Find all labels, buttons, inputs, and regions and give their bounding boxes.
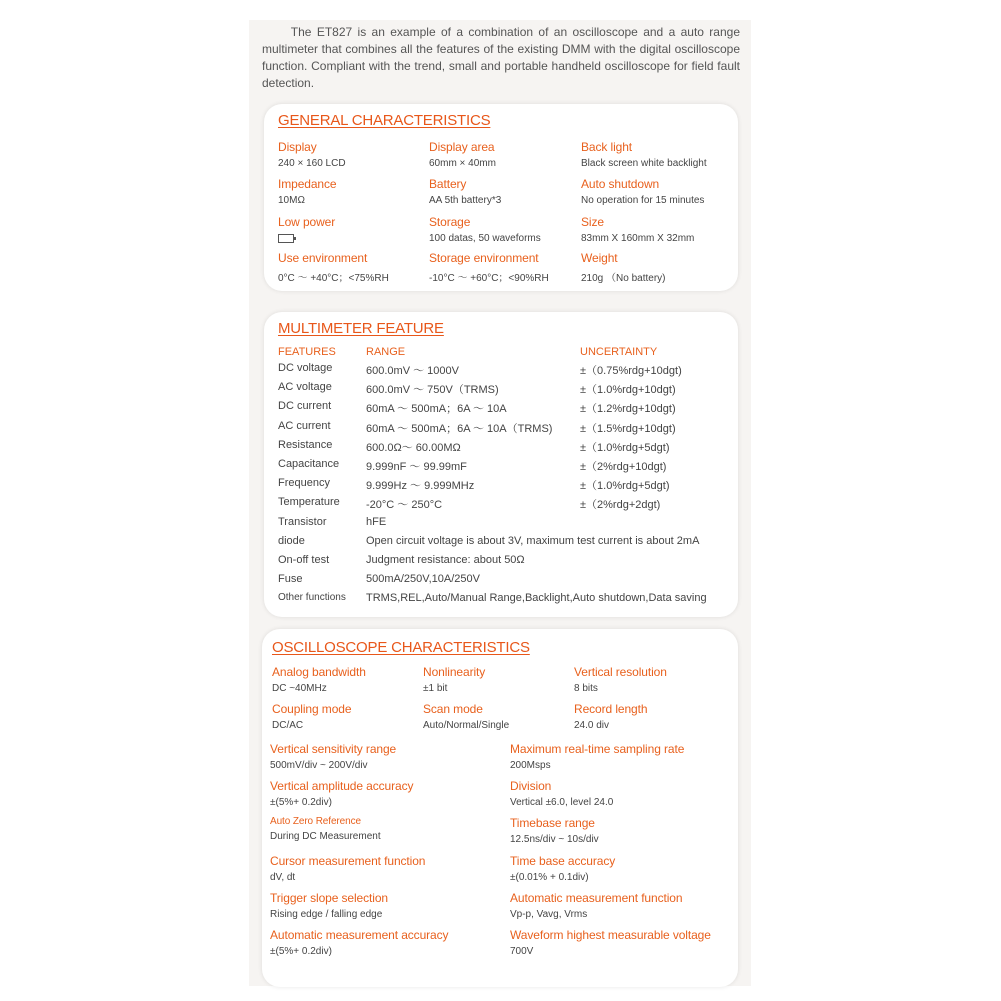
table-row — [264, 420, 738, 439]
row-feature: diode — [278, 534, 305, 547]
osc-spec-value: 12.5ns/div ~ 10s/div — [510, 834, 599, 846]
header-range: RANGE — [366, 346, 406, 358]
row-feature: Temperature — [278, 496, 340, 509]
general-characteristics-card — [264, 104, 738, 291]
row-uncertainty: ±（1.2%rdg+10dgt) — [580, 403, 676, 416]
row-feature: On-off test — [278, 554, 330, 566]
spec-storage: Storage 100 datas, 50 waveforms — [429, 215, 541, 244]
table-row — [264, 516, 738, 535]
row-range: 9.999Hz ～ 9.999MHz — [366, 480, 475, 493]
header-uncertainty: UNCERTAINTY — [580, 346, 658, 358]
osc-spec-label: Automatic measurement accuracy — [270, 928, 449, 942]
osc-spec-item — [510, 928, 711, 957]
osc-scan-mode: Scan mode Auto/Normal/Single — [423, 702, 510, 731]
osc-spec-item — [270, 928, 448, 957]
table-row — [264, 400, 738, 419]
osc-spec-item — [510, 854, 615, 883]
osc-analog-bandwidth: Analog bandwidth DC ~40MHz — [272, 665, 366, 694]
osc-spec-value: ±(0.01% + 0.1div) — [510, 871, 589, 883]
general-characteristics-title: GENERAL CHARACTERISTICS — [278, 112, 491, 129]
osc-spec-item — [270, 816, 381, 842]
spec-low-power: Low power — [278, 215, 335, 245]
osc-spec-label: Timebase range — [510, 816, 595, 831]
row-uncertainty: ±（2%rdg+2dgt) — [580, 499, 661, 512]
spec-back-light: Back light Black screen white backlight — [581, 140, 707, 169]
header-features: FEATURES — [278, 346, 336, 358]
table-row — [264, 362, 738, 381]
osc-spec-label: Automatic measurement function — [510, 890, 683, 905]
oscilloscope-characteristics-title: OSCILLOSCOPE CHARACTERISTICS — [272, 639, 530, 656]
table-row — [264, 381, 738, 400]
table-row — [264, 554, 738, 573]
osc-spec-value: During DC Measurement — [270, 831, 381, 843]
osc-coupling-mode: Coupling mode DC/AC — [272, 702, 352, 731]
spec-weight: Weight 210g （No battery) — [581, 251, 666, 284]
row-range: 600.0Ω～ 60.00MΩ — [366, 441, 461, 454]
osc-spec-label: Maximum real-time sampling rate — [510, 742, 685, 756]
row-range: TRMS,REL,Auto/Manual Range,Backlight,Auto shutdown,Data saving — [366, 592, 707, 605]
osc-spec-value: 200Msps — [510, 760, 551, 771]
osc-spec-item — [270, 779, 413, 808]
osc-spec-value: Rising edge / falling edge — [270, 908, 383, 920]
row-range: Judgment resistance: about 50Ω — [366, 554, 525, 566]
spec-use-environment: Use environment 0°C ～ +40°C；<75%RH — [278, 251, 389, 284]
row-feature: AC current — [278, 419, 331, 432]
osc-spec-value: 500mV/div ~ 200V/div — [270, 760, 368, 771]
row-feature: Transistor — [278, 515, 327, 528]
osc-vertical-resolution: Vertical resolution 8 bits — [574, 665, 667, 694]
row-range: 600.0mV ～ 750V（TRMS) — [366, 384, 499, 397]
row-range: 600.0mV ～ 1000V — [366, 365, 459, 377]
row-feature: DC voltage — [278, 362, 333, 374]
osc-spec-label: Waveform highest measurable voltage — [510, 928, 711, 942]
osc-spec-label: Time base accuracy — [510, 853, 616, 868]
multimeter-feature-title: MULTIMETER FEATURE — [278, 320, 444, 337]
row-feature: Fuse — [278, 573, 303, 586]
row-range: hFE — [366, 515, 387, 528]
row-feature: Frequency — [278, 477, 330, 490]
osc-spec-item — [510, 891, 682, 920]
osc-spec-label: Auto Zero Reference — [270, 816, 361, 828]
spec-display-area: Display area 60mm × 40mm — [429, 140, 496, 169]
table-row — [264, 477, 738, 496]
row-range: Open circuit voltage is about 3V, maximum test current is about 2mA — [366, 534, 700, 547]
row-uncertainty: ±（1.0%rdg+5dgt) — [580, 480, 670, 493]
row-uncertainty: ±（2%rdg+10dgt) — [580, 461, 667, 473]
table-row — [264, 496, 738, 515]
osc-record-length: Record length 24.0 div — [574, 702, 648, 731]
osc-spec-value: 700V — [510, 946, 534, 957]
osc-spec-item — [510, 779, 613, 808]
battery-icon — [278, 234, 294, 243]
row-uncertainty: ±（1.5%rdg+10dgt) — [580, 422, 676, 435]
table-row — [264, 535, 738, 554]
table-row — [264, 592, 738, 611]
osc-spec-value: ±(5%+ 0.2div) — [270, 797, 332, 809]
osc-spec-value: Vp-p, Vavg, Vrms — [510, 908, 588, 920]
spec-storage-environment: Storage environment -10°C ～ +60°C；<90%RH — [429, 251, 549, 284]
spec-battery: Battery AA 5th battery*3 — [429, 177, 502, 206]
row-feature: DC current — [278, 400, 332, 413]
table-row — [264, 458, 738, 477]
row-uncertainty: ±（0.75%rdg+10dgt) — [580, 365, 682, 377]
osc-spec-label: Vertical sensitivity range — [270, 742, 397, 756]
osc-spec-label: Vertical amplitude accuracy — [270, 779, 414, 794]
row-feature: Capacitance — [278, 458, 340, 470]
osc-spec-label: Division — [510, 779, 552, 794]
table-row — [264, 573, 738, 592]
multimeter-feature-card — [264, 312, 738, 617]
osc-spec-value: Vertical ±6.0, level 24.0 — [510, 797, 614, 809]
osc-nonlinearity: Nonlinearity ±1 bit — [423, 665, 486, 694]
osc-spec-item — [510, 816, 599, 845]
spec-display: Display 240 × 160 LCD — [278, 140, 346, 169]
row-feature: Resistance — [278, 438, 333, 451]
row-range: 500mA/250V,10A/250V — [366, 573, 480, 586]
table-row — [264, 439, 738, 458]
spec-auto-shutdown: Auto shutdown No operation for 15 minutes — [581, 177, 705, 206]
osc-spec-label: Cursor measurement function — [270, 853, 426, 868]
row-uncertainty: ±（1.0%rdg+10dgt) — [580, 384, 676, 397]
row-feature: Other functions — [278, 592, 346, 604]
row-uncertainty: ±（1.0%rdg+5dgt) — [580, 441, 670, 454]
row-range: 60mA ～ 500mA；6A ～ 10A（TRMS) — [366, 422, 553, 435]
row-range: -20°C ～ 250°C — [366, 499, 443, 512]
osc-spec-item — [270, 742, 396, 771]
osc-spec-item — [510, 742, 684, 771]
osc-spec-item — [270, 854, 425, 883]
osc-spec-value: dV, dt — [270, 871, 296, 883]
row-range: 9.999nF ～ 99.99mF — [366, 461, 467, 473]
intro-paragraph: The ET827 is an example of a combination of an oscilloscope and a auto range multimeter that combines all the features of the existing DMM with the digital oscilloscope function. Compliant with the trend, small and portable handheld oscilloscope for field fault detection. — [262, 25, 740, 90]
osc-spec-item — [270, 891, 388, 920]
row-range: 60mA ～ 500mA；6A ～ 10A — [366, 403, 507, 416]
osc-spec-value: ±(5%+ 0.2div) — [270, 946, 332, 957]
spec-size: Size 83mm X 160mm X 32mm — [581, 215, 695, 244]
osc-spec-label: Trigger slope selection — [270, 890, 388, 905]
row-feature: AC voltage — [278, 381, 332, 394]
oscilloscope-characteristics-card — [262, 629, 738, 987]
spec-impedance: Impedance 10MΩ — [278, 177, 337, 206]
